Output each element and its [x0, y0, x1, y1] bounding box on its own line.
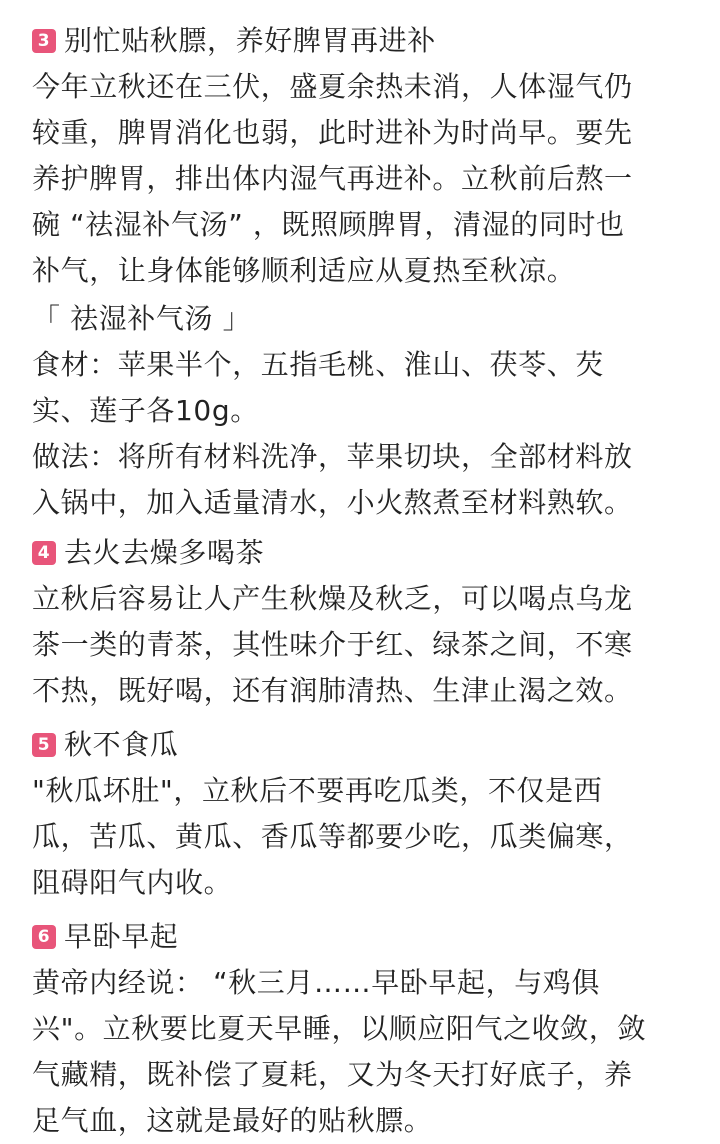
keycap-6-icon: 6 — [32, 925, 56, 949]
section-5 — [32, 722, 692, 906]
paragraph-line: 立秋后容易让人产生秋燥及秋乏，可以喝点乌龙 — [32, 582, 633, 615]
section-4 — [32, 530, 692, 714]
paragraph-line: 养护脾胃，排出体内湿气再进补。立秋前后熬一 — [32, 162, 633, 195]
keycap-4-icon: 4 — [32, 541, 56, 565]
keycap-5-icon: 5 — [32, 733, 56, 757]
recipe-ingredients-line: 实、莲子各10g。 — [32, 394, 259, 427]
recipe-method-line: 入锅中，加入适量清水，小火熬煮至材料熟软。 — [32, 486, 633, 519]
section-4-title: 去火去燥多喝茶 — [64, 536, 265, 569]
paragraph-line: 气藏精，既补偿了夏耗，又为冬天打好底子，养 — [32, 1058, 633, 1091]
paragraph-line: 阻碍阳气内收。 — [32, 866, 233, 899]
recipe-method-line: 做法：将所有材料洗净，苹果切块，全部材料放 — [32, 440, 633, 473]
paragraph-line: 较重，脾胃消化也弱，此时进补为时尚早。要先 — [32, 116, 633, 149]
paragraph-line: 足气血，这就是最好的贴秋膘。 — [32, 1104, 433, 1137]
paragraph-line: 不热，既好喝，还有润肺清热、生津止渴之效。 — [32, 674, 633, 707]
section-5-title: 秋不食瓜 — [64, 728, 179, 761]
paragraph-line: 兴"。立秋要比夏天早睡，以顺应阳气之收敛，敛 — [32, 1012, 647, 1045]
section-6-heading — [32, 914, 692, 960]
section-5-heading — [32, 722, 692, 768]
section-3-title: 别忙贴秋膘，养好脾胃再进补 — [64, 24, 436, 57]
recipe-ingredients-line: 食材：苹果半个，五指毛桃、淮山、茯苓、芡 — [32, 348, 605, 381]
section-6 — [32, 914, 692, 1144]
paragraph-line: 碗 “祛湿补气汤” ，既照顾脾胃，清湿的同时也 — [32, 208, 625, 241]
paragraph-line: 茶一类的青茶，其性味介于红、绿茶之间，不寒 — [32, 628, 633, 661]
paragraph-line: 补气，让身体能够顺利适应从夏热至秋凉。 — [32, 254, 576, 287]
keycap-3-icon: 3 — [32, 29, 56, 53]
section-4-heading — [32, 530, 692, 576]
section-3-heading — [32, 18, 692, 64]
paragraph-line: 黄帝内经说： “秋三月……早卧早起，与鸡俱 — [32, 966, 601, 999]
paragraph-line: 今年立秋还在三伏，盛夏余热未消，人体湿气仍 — [32, 70, 633, 103]
section-3 — [32, 18, 692, 294]
section-6-title: 早卧早起 — [64, 920, 179, 953]
paragraph-line: 瓜，苦瓜、黄瓜、香瓜等都要少吃，瓜类偏寒， — [32, 820, 633, 853]
paragraph-line: "秋瓜坏肚"，立秋后不要再吃瓜类，不仅是西 — [32, 774, 603, 807]
recipe-section — [32, 296, 692, 526]
recipe-title: 「 祛湿补气汤 」 — [32, 302, 252, 335]
